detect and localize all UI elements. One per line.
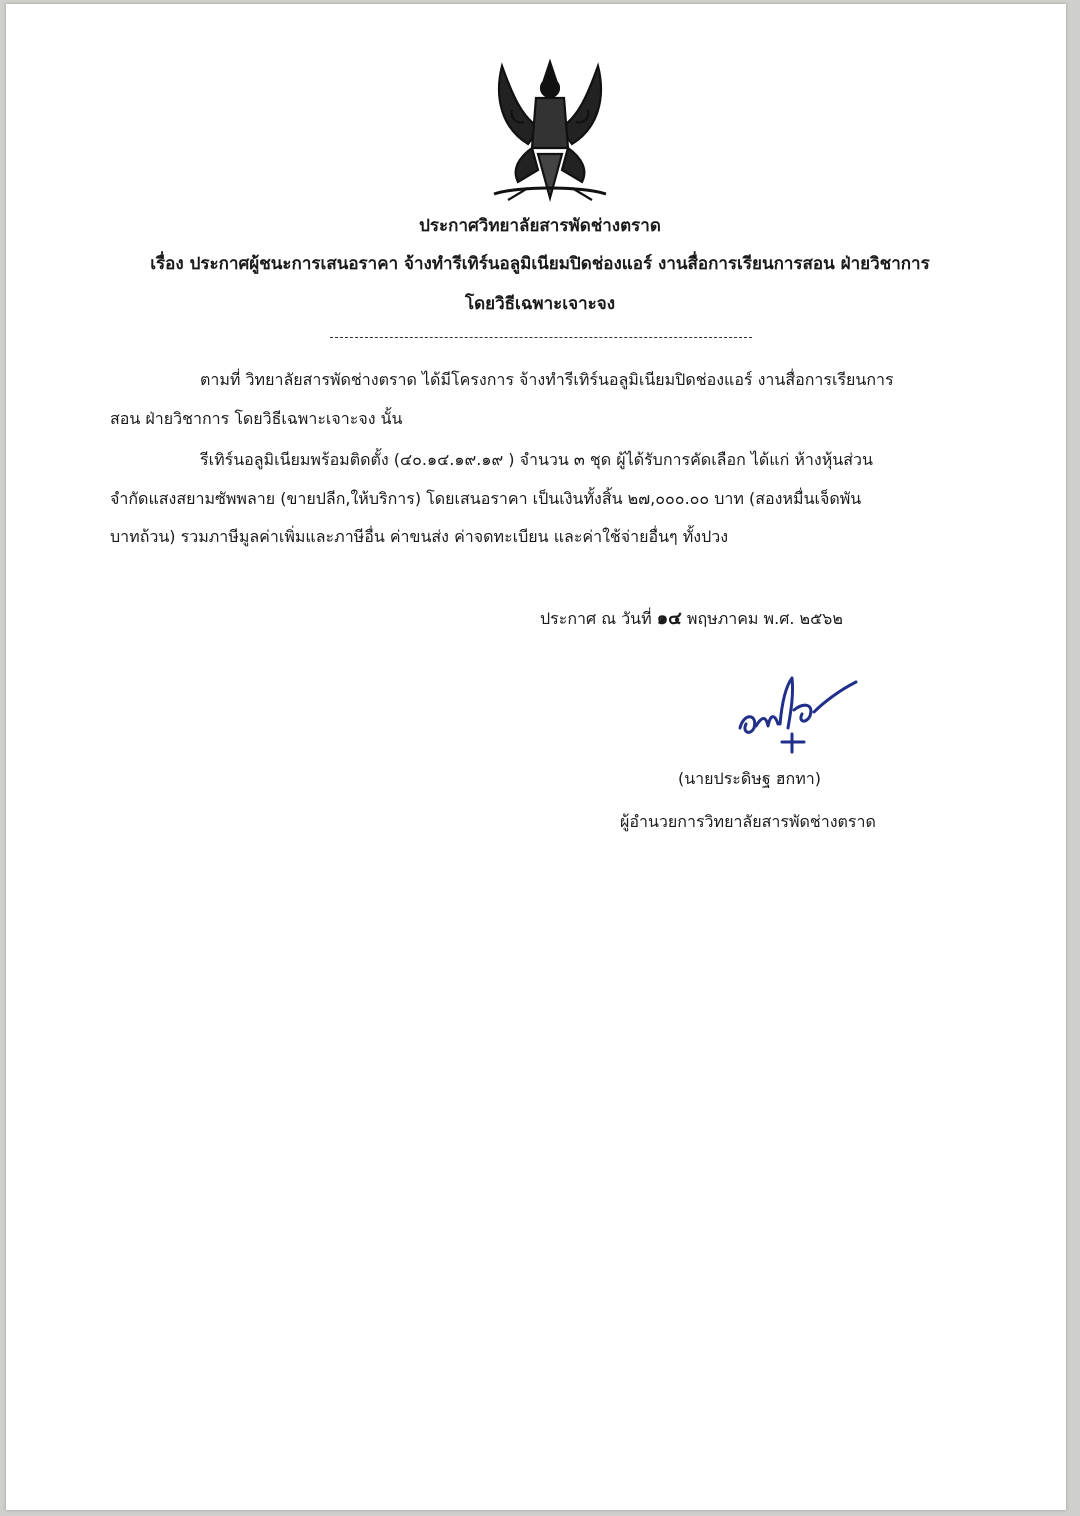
- signatory-name: (นายประดิษฐ ฮกทา): [678, 769, 821, 788]
- handwritten-signature: [730, 672, 860, 754]
- announcement-date: [540, 603, 843, 632]
- organization-title: ประกาศวิทยาลัยสารพัดช่างตราด: [419, 216, 661, 236]
- signatory-position: ผู้อำนวยการวิทยาลัยสารพัดช่างตราด: [620, 812, 876, 831]
- separator-rule: [330, 337, 752, 338]
- date-month-year: พฤษภาคม พ.ศ. ๒๕๖๒: [686, 609, 843, 628]
- date-prefix: ประกาศ ณ วันที่: [540, 609, 652, 628]
- method-line: โดยวิธีเฉพาะเจาะจง: [464, 294, 616, 314]
- subject-line: เรื่อง ประกาศผู้ชนะการเสนอราคา จ้างทำรีเทิร์นอลูมิเนียมปิดช่องแอร์ งานสื่อการเรียนการสอน ฝ่ายวิชาการ: [150, 254, 930, 274]
- garuda-emblem-icon: [488, 58, 612, 206]
- paragraph-2-line-1: รีเทิร์นอลูมิเนียมพร้อมติดตั้ง (๔๐.๑๔.๑๙.๑๙ ) จำนวน ๓ ชุด ผู้ได้รับการคัดเลือก ได้แก่ ห้างหุ้นส่วน: [200, 450, 873, 469]
- date-day: ๑๔: [656, 608, 682, 629]
- paragraph-2-line-3: บาทถ้วน) รวมภาษีมูลค่าเพิ่มและภาษีอื่น ค่าขนส่ง ค่าจดทะเบียน และค่าใช้จ่ายอื่นๆ ทั้งปวง: [110, 527, 729, 546]
- paragraph-2-line-2: จำกัดแสงสยามซัพพลาย (ขายปลีก,ให้บริการ) โดยเสนอราคา เป็นเงินทั้งสิ้น ๒๗,๐๐๐.๐๐ บาท (สองหมื่นเจ็ดพัน: [110, 489, 862, 508]
- paragraph-1-line-1: ตามที่ วิทยาลัยสารพัดช่างตราด ได้มีโครงการ จ้างทำรีเทิร์นอลูมิเนียมปิดช่องแอร์ งานสื่อการเรียนการ: [200, 370, 894, 389]
- paragraph-1-line-2: สอน ฝ่ายวิชาการ โดยวิธีเฉพาะเจาะจง นั้น: [110, 409, 403, 428]
